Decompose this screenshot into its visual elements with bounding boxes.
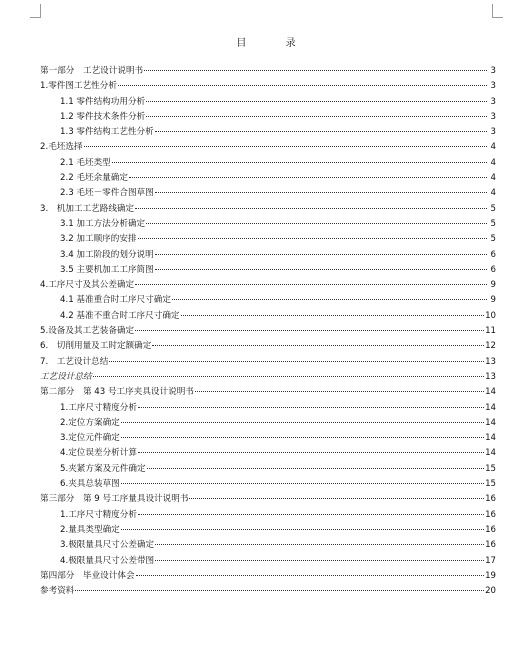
toc-entry-page: 9	[490, 295, 496, 306]
toc-entry-title: 第四部分 毕业设计体会	[40, 570, 135, 581]
toc-entry-page: 16	[485, 524, 496, 535]
toc-entry-title: 3.1 加工方法分析确定	[60, 218, 146, 229]
toc-entry-page: 15	[485, 463, 496, 474]
toc-entry-title: 4.工序尺寸及其公差确定	[40, 280, 135, 291]
toc-entry-title: 第三部分 第 9 号工序量具设计说明书	[40, 494, 189, 505]
toc-title: 目 录	[236, 38, 314, 49]
toc-entry-title: 4.极限量具尺寸公差带图	[60, 555, 155, 566]
toc-dot-leader	[155, 560, 484, 561]
toc-entry-page: 16	[485, 509, 496, 520]
toc-entry[interactable]	[40, 156, 496, 171]
toc-dot-leader	[136, 575, 485, 576]
toc-entry-title: 3.4 加工阶段的划分说明	[60, 249, 154, 260]
toc-entry-title: 3.5 主要机加工工序简图	[60, 264, 154, 275]
toc-entry-page: 3	[490, 111, 496, 122]
toc-entry-page: 19	[485, 570, 496, 581]
toc-entry-page: 5	[490, 234, 496, 245]
toc-entry[interactable]	[40, 324, 496, 339]
toc-dot-leader	[135, 284, 487, 285]
toc-entry[interactable]	[40, 569, 496, 584]
toc-entry-title: 7. 工艺设计总结	[40, 356, 109, 367]
toc-entry-page: 14	[485, 402, 496, 413]
toc-entry-title: 4.1 基准重合时工序尺寸确定	[60, 295, 171, 306]
toc-entry-title: 2.毛坯选择	[40, 142, 83, 153]
toc-dot-leader	[155, 254, 487, 255]
toc-entry-page: 17	[485, 555, 496, 566]
toc-entry-title: 第二部分 第 43 号工序夹具设计说明书	[40, 387, 194, 398]
toc-entry[interactable]	[40, 95, 496, 110]
toc-dot-leader	[155, 544, 484, 545]
toc-entry-title: 2.3 毛坯－零件合图草图	[60, 188, 154, 199]
toc-entry[interactable]	[40, 554, 496, 569]
toc-entry-title: 1.2 零件技术条件分析	[60, 111, 146, 122]
toc-entry[interactable]	[40, 538, 496, 553]
toc-entry-page: 12	[485, 341, 496, 352]
toc-entry-title: 4.定位误差分析计算	[60, 448, 137, 459]
toc-entry[interactable]	[40, 171, 496, 186]
toc-entry-title: 工艺设计总结	[40, 371, 92, 382]
toc-entry-title: 2.1 毛坯类型	[60, 157, 111, 168]
page-corner-mark-left	[30, 4, 41, 18]
toc-dot-leader	[146, 223, 487, 224]
toc-entry-page: 3	[490, 81, 496, 92]
toc-entry-page: 3	[490, 127, 496, 138]
toc-entry-title: 1.3 零件结构工艺性分析	[60, 127, 154, 138]
toc-entry-page: 3	[490, 66, 496, 76]
page-corner-mark-right	[492, 4, 503, 18]
toc-entry-page: 14	[485, 448, 496, 459]
toc-dot-leader	[138, 514, 484, 515]
toc-dot-leader	[146, 116, 487, 117]
toc-entry-title: 3.定位元件确定	[60, 433, 120, 444]
toc-dot-leader	[138, 407, 484, 408]
toc-entry-title: 6.夹具总装草图	[60, 479, 120, 490]
toc-dot-leader	[135, 208, 487, 209]
toc-dot-leader	[93, 376, 484, 377]
toc-entry-page: 14	[485, 433, 496, 444]
toc-entry-page: 14	[485, 417, 496, 428]
toc-entry-page: 16	[485, 494, 496, 505]
toc-entry-page: 4	[490, 142, 496, 153]
toc-dot-leader	[121, 437, 484, 438]
toc-entry-title: 2.定位方案确定	[60, 417, 120, 428]
toc-dot-leader	[155, 131, 487, 132]
toc-entry-title: 1.工序尺寸精度分析	[60, 509, 137, 520]
toc-dot-leader	[138, 238, 487, 239]
toc-entry[interactable]	[40, 125, 496, 140]
toc-dot-leader	[152, 345, 484, 346]
toc-entry-title: 1.工序尺寸精度分析	[60, 402, 137, 413]
toc-dot-leader	[146, 101, 487, 102]
toc-entry-page: 5	[490, 203, 496, 214]
toc-dot-leader	[121, 529, 484, 530]
toc-entry-title: 3. 机加工工艺路线确定	[40, 203, 135, 214]
toc-entry-title: 第一部分 工艺设计说明书	[40, 66, 144, 76]
toc-dot-leader	[155, 269, 487, 270]
toc-dot-leader	[144, 70, 487, 71]
toc-entry-page: 16	[485, 540, 496, 551]
toc-entry-page: 11	[485, 326, 496, 337]
toc-entry[interactable]	[40, 339, 496, 354]
toc-dot-leader	[195, 391, 484, 392]
toc-dot-leader	[84, 146, 487, 147]
toc-dot-leader	[181, 315, 485, 316]
toc-entry-page: 5	[490, 218, 496, 229]
toc-entry[interactable]	[40, 431, 496, 446]
toc-entry[interactable]	[40, 355, 496, 370]
toc-entry-page: 15	[485, 479, 496, 490]
toc-entry-title: 3.2 加工顺序的安排	[60, 234, 137, 245]
toc-entry[interactable]	[40, 584, 496, 599]
toc-dot-leader	[147, 468, 485, 469]
toc-entry-page: 13	[485, 371, 496, 382]
toc-dot-leader	[135, 330, 484, 331]
toc-entry[interactable]	[40, 278, 496, 293]
toc-dot-leader	[118, 85, 487, 86]
toc-entry-title: 1.零件图工艺性分析	[40, 81, 117, 92]
toc-entry[interactable]	[40, 293, 496, 308]
toc-dot-leader	[189, 498, 484, 499]
table-of-contents	[40, 64, 496, 599]
toc-entry[interactable]	[40, 186, 496, 201]
toc-entry-page: 20	[485, 586, 496, 597]
toc-entry-title: 4.2 基准不重合时工序尺寸确定	[60, 310, 180, 321]
toc-entry-page: 4	[490, 188, 496, 199]
toc-entry[interactable]	[40, 217, 496, 232]
toc-dot-leader	[75, 590, 484, 591]
toc-entry-page: 14	[485, 387, 496, 398]
toc-entry-page: 10	[485, 310, 496, 321]
toc-entry[interactable]	[40, 462, 496, 477]
toc-entry[interactable]	[40, 64, 496, 79]
toc-entry-title: 2.量具类型确定	[60, 524, 120, 535]
toc-entry-title: 1.1 零件结构功用分析	[60, 96, 146, 107]
toc-entry-page: 4	[490, 173, 496, 184]
toc-entry[interactable]	[40, 385, 496, 400]
toc-entry[interactable]	[40, 492, 496, 507]
toc-entry[interactable]	[40, 202, 496, 217]
toc-entry[interactable]	[40, 446, 496, 461]
toc-entry[interactable]	[40, 401, 496, 416]
toc-entry[interactable]	[40, 477, 496, 492]
toc-entry-title: 3.极限量具尺寸公差确定	[60, 540, 155, 551]
toc-entry[interactable]	[40, 110, 496, 125]
toc-entry-page: 6	[490, 249, 496, 260]
toc-entry[interactable]	[40, 416, 496, 431]
toc-dot-leader	[172, 299, 487, 300]
toc-entry-title: 5.设备及其工艺装备确定	[40, 326, 135, 337]
toc-entry-title: 参考资料	[40, 586, 75, 597]
toc-entry-title: 5.夹紧方案及元件确定	[60, 463, 146, 474]
toc-entry[interactable]	[40, 232, 496, 247]
toc-entry[interactable]	[40, 523, 496, 538]
toc-entry[interactable]	[40, 248, 496, 263]
toc-entry[interactable]	[40, 79, 496, 94]
toc-entry-title: 6. 切削用量及工时定额确定	[40, 341, 152, 352]
toc-dot-leader	[129, 177, 487, 178]
toc-entry-page: 4	[490, 157, 496, 168]
toc-dot-leader	[109, 361, 484, 362]
toc-entry[interactable]	[40, 508, 496, 523]
toc-entry-page: 9	[490, 280, 496, 291]
toc-dot-leader	[155, 192, 487, 193]
toc-entry-page: 3	[490, 96, 496, 107]
toc-entry[interactable]	[40, 140, 496, 155]
toc-dot-leader	[138, 452, 484, 453]
toc-entry[interactable]	[40, 370, 496, 385]
toc-entry-title: 2.2 毛坯余量确定	[60, 173, 128, 184]
toc-dot-leader	[121, 483, 484, 484]
toc-dot-leader	[121, 422, 484, 423]
toc-dot-leader	[112, 162, 487, 163]
toc-entry-page: 6	[490, 264, 496, 275]
toc-entry[interactable]	[40, 309, 496, 324]
toc-entry-page: 13	[485, 356, 496, 367]
toc-entry[interactable]	[40, 263, 496, 278]
